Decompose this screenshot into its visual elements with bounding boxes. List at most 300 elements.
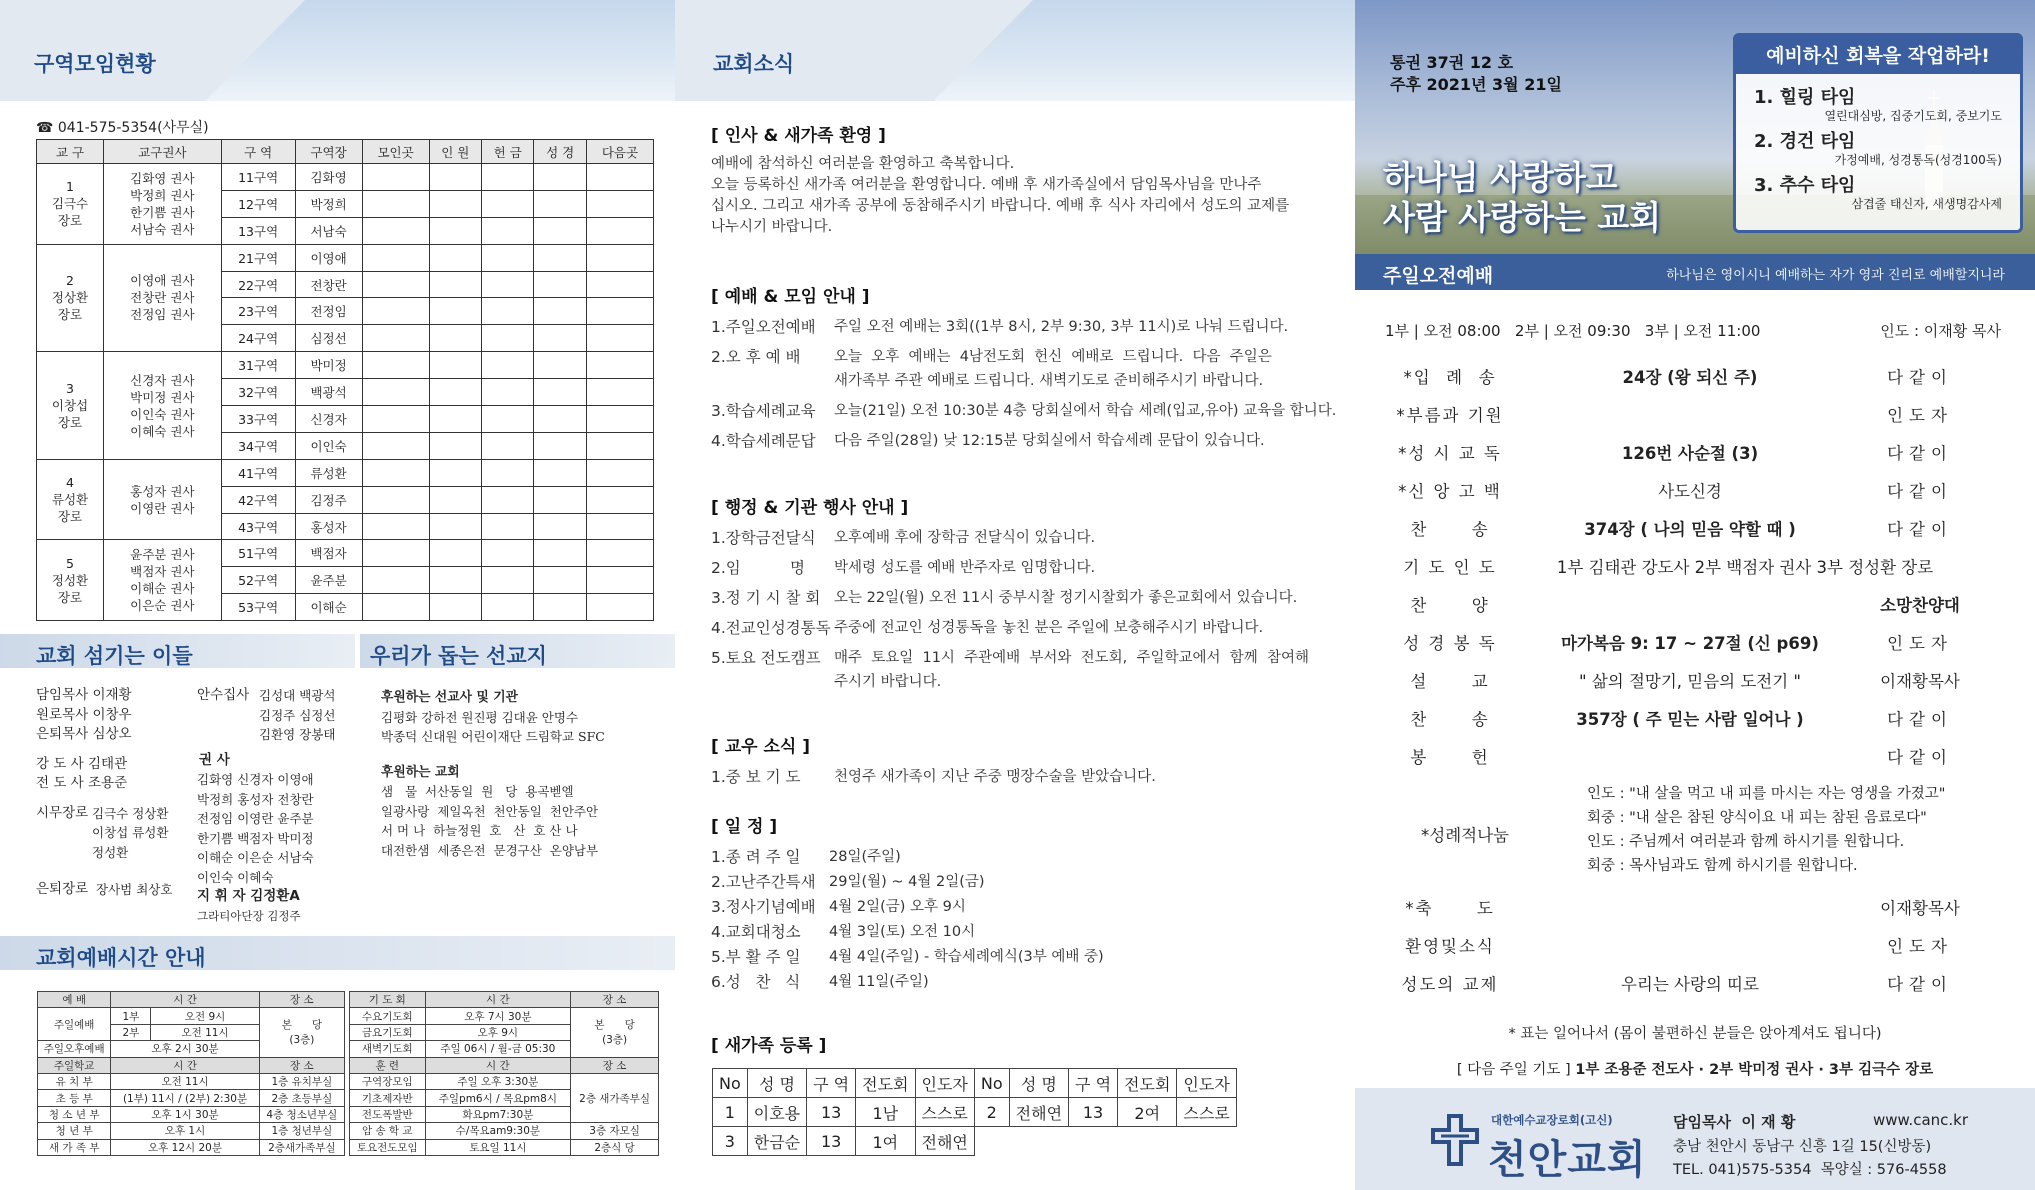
news-item (711, 399, 1341, 423)
service-item (1385, 509, 2025, 547)
service-item (1385, 623, 2025, 661)
district-cell: 2 정상환 장로 (37, 244, 104, 352)
time-cell: 시 간 (425, 1057, 571, 1073)
newfamily-section: [ 새가족 등록 ] (711, 1036, 827, 1056)
leader-cell: 박정희 (295, 190, 362, 217)
blank-cell (586, 513, 653, 540)
time-cell: 수요기도회 (350, 1008, 426, 1024)
blank-cell (482, 594, 534, 621)
district-cell: 5 정성환 장로 (37, 540, 104, 621)
district-cell: 1 김극수 장로 (37, 164, 104, 245)
nf-header: 구 역 (807, 1069, 856, 1098)
time-cell: 오후 2시 30분 (111, 1041, 259, 1057)
news-text: 천영주 새가족이 지난 주중 맹장수술을 받았습니다. (834, 769, 1156, 785)
news-label: 3.학습세례교육 (711, 402, 816, 420)
blank-cell (586, 406, 653, 433)
posture-note: * 표는 일어나서 (몸이 불편하신 분들은 앉아계셔도 됩니다) (1508, 1026, 1882, 1042)
admin-section: [ 행정 & 기관 행사 안내 ] 1.장학금전달식 오후예배 후에 장학금 전달식이 있습니다. 2.임 명 박세령 성도를 예배 반주자로 임명합니다. 3.정 기 시 찰 회 오는 22일(월) 오전 11시 중부시찰 정기시찰회가 좋은교회에서 있습니다. 4.전교인성경통독 주중에 전교인 성경통독을 놓친 분은 주일에 보충해주시기 바랍니다. 5.토요 전도캠프 매주 토요일 11시 주관예배 부서와 전도회, 주일학교에서 함께 참여해 주시기 바랍니다. (711, 493, 1341, 700)
schedule-section: [ 일 정 ] 1.종 려 주 일 28일(주일) 2.고난주간특새 29일(월) ~ 4월 2일(금) 3.정사기념예배 4월 2일(금) 오후 9시 4.교회대청소 4월 3일(토) 오전 10시 5.부 활 주 일 4월 4일(주일) - 학습세례예식(3부 예배 중) 6.성 찬 식 4월 11일(주일) (711, 812, 1341, 995)
blank-cell (534, 513, 586, 540)
deacons-cell: 김화영 권사 박정희 권사 한기쁨 권사 서남숙 권사 (104, 164, 222, 245)
blank-cell (586, 164, 653, 191)
time-cell: 시 간 (425, 992, 571, 1008)
service-item-content: 24장 (왕 되신 주) (1622, 368, 1758, 387)
time-cell: 기초제자반 (350, 1090, 426, 1106)
leader-cell: 심정선 (295, 325, 362, 352)
table-row (37, 352, 654, 379)
time-cell: 새 가 족 부 (38, 1139, 111, 1155)
place-cell: 2층 새가족부실 (571, 1073, 659, 1122)
blank-cell (429, 432, 481, 459)
zone-cell: 12구역 (221, 190, 295, 217)
blank-cell (534, 459, 586, 486)
place-cell: 장 소 (571, 992, 659, 1008)
page-title: 구역모임현황 (34, 52, 156, 76)
service-item-label: *축 도 (1405, 899, 1495, 918)
zone-cell: 34구역 (221, 432, 295, 459)
sacrament-line: 회중 : "내 살은 참된 양식이요 내 피는 참된 음료로다" (1587, 810, 1927, 826)
leader-cell: 홍성자 (295, 513, 362, 540)
news-item (711, 765, 1341, 789)
nf-cell: 13 (807, 1127, 856, 1156)
worship-section: [ 예배 & 모임 안내 ] 1.주일오전예배 주일 오전 예배는 3회((1부 8시, 2부 9:30, 3부 11시)로 나눠 드립니다. 2.오 후 예 배 오늘 오후 예배는 4남전도회 헌신 예배로 드립니다. 다음 주일은 새가족부 주관 예배로 드립니다. 새벽기도로 준비해주시기 바랍니다. 3.학습세례교육 오늘(21일) 오전 10:30분 4층 당회실에서 학습 세례(입교,유아) 교육을 합니다. 4.학습세례문답 다음 주일(28일) 낮 12:15분 당회실에서 학습세례 문답이 있습니다. (711, 282, 1341, 459)
blank-cell (362, 594, 429, 621)
blank-cell (429, 540, 481, 567)
table-header: 다음곳 (586, 140, 653, 164)
leader-cell: 김정주 (295, 486, 362, 513)
time-cell: 2부 (111, 1024, 151, 1040)
slogan-line2: 사람 사랑하는 교회 (1383, 198, 1662, 237)
service-item-label: *성 시 교 독 (1398, 444, 1502, 463)
service-item-content: 사도신경 (1658, 482, 1722, 501)
news-text: 오후예배 후에 장학금 전달식이 있습니다. (834, 530, 1096, 546)
header-band (0, 0, 675, 101)
blank-cell (534, 594, 586, 621)
place-cell: 장 소 (571, 1057, 659, 1073)
news-item (711, 526, 1341, 550)
blank-cell (429, 217, 481, 244)
leader-cell: 이해순 (295, 594, 362, 621)
time-cell: 2층새가족부실 (259, 1139, 344, 1155)
blank-cell (482, 486, 534, 513)
nf-header: 구 역 (1069, 1069, 1118, 1098)
table-header: 성 경 (534, 140, 586, 164)
nf-header: 인도자 (915, 1069, 974, 1098)
theme-item-sub: 삼겹줄 태신자, 새생명감사제 (1851, 197, 2002, 211)
order-of-service-2 (1385, 888, 2025, 1002)
blank-cell (362, 352, 429, 379)
blank-cell (362, 271, 429, 298)
news-label: 3.정사기념예배 (711, 898, 816, 916)
leader-cell: 백광석 (295, 379, 362, 406)
member-section: [ 교우 소식 ] 1.중 보 기 도 천영주 새가족이 지난 주중 맹장수술을 받았습니다. (711, 732, 1341, 793)
nf-header: 전도회 (856, 1069, 915, 1098)
table-header: 인 원 (429, 140, 481, 164)
blank-cell (586, 190, 653, 217)
table-header: 구역장 (295, 140, 362, 164)
leader-cell: 이영애 (295, 244, 362, 271)
next-week-prayer: [ 다음 주일 기도 ] 1부 조용준 전도사 · 2부 박미정 권사 · 3부 김극수 장로 (1456, 1062, 1934, 1078)
blank-cell (534, 244, 586, 271)
blank-cell (362, 486, 429, 513)
zone-cell: 31구역 (221, 352, 295, 379)
time-cell: 토요일 11시 (425, 1139, 571, 1155)
blank-cell (534, 567, 586, 594)
blank-cell (534, 271, 586, 298)
zone-cell: 11구역 (221, 164, 295, 191)
news-item (711, 429, 1341, 453)
nf-cell: 전해연 (915, 1127, 974, 1156)
blank-cell (429, 164, 481, 191)
blank-cell (586, 567, 653, 594)
blank-cell (429, 567, 481, 594)
time-cell: 장 소 (259, 992, 344, 1008)
leader-cell: 신경자 (295, 406, 362, 433)
service-item-label: 성도의 교제 (1401, 975, 1499, 994)
time-cell: (1부) 11시 / (2부) 2:30분 (111, 1090, 259, 1106)
service-item-content: " 삶의 절망기, 믿음의 도전기 " (1579, 672, 1801, 691)
service-item-label: 봉 헌 (1410, 748, 1490, 767)
blank-cell (586, 244, 653, 271)
time-cell: 1부 (111, 1008, 151, 1024)
zone-cell: 42구역 (221, 486, 295, 513)
nf-cell: 스스로 (915, 1098, 974, 1127)
news-text: 28일(주일) (829, 849, 901, 865)
district-table (36, 139, 654, 621)
blank-cell (586, 352, 653, 379)
sacrament-block: *성례적나눔 인도 : "내 살을 먹고 내 피를 마시는 자는 영생을 가졌고" 회중 : "내 살은 참된 양식이요 내 피는 참된 음료로다" 인도 : 주님께서 여러분과 함께 하시기를 원합니다. 회중 : 목사님과도 함께 하시기를 원합니다. (1385, 782, 2025, 878)
nf-header: No (713, 1069, 748, 1098)
service-item-leader: 다같이 (1887, 710, 1953, 729)
time-section-title: 교회예배시간 안내 (0, 936, 675, 970)
time-cell: 오후 12시 20분 (111, 1139, 259, 1155)
time-cell: 오후 9시 (425, 1024, 571, 1040)
blank-cell (534, 406, 586, 433)
mission-list: 후원하는 선교사 및 기관 김평화 강하전 원진평 김대윤 안명수 박종덕 신대원 어린이재단 드림학교 SFC 후원하는 교회 샘 물 서산동일 원 당 용곡벧엘 일광사랑 제일옥천 천안동일 천안주안 서 머 나 하늘정원 호 산 호 산 나 대전한샘 세종은전 문경구산 온양남부 (381, 690, 605, 858)
news-label: 1.주일오전예배 (711, 318, 816, 336)
nf-cell (1069, 1127, 1118, 1156)
blank-cell (429, 513, 481, 540)
time-cell: 청 소 년 부 (38, 1106, 111, 1122)
place-cell: 본 당 (3층) (571, 1008, 659, 1057)
news-item (711, 895, 1341, 919)
service-leader: 인도 : 이재황 목사 (1880, 322, 2001, 340)
zone-cell: 53구역 (221, 594, 295, 621)
news-item (711, 345, 1341, 393)
sacrament-line: 회중 : 목사님과도 함께 하시기를 원합니다. (1587, 858, 1858, 874)
newfamily-table (712, 1068, 1237, 1156)
theme-box: 예비하신 회복을 작업하라! 1. 힐링 타임 열린대심방, 집중기도회, 중보기도 2. 경건 타임 가정예배, 성경통독(성경100독) 3. 추수 타임 삼겹줄 태신자, 새생명감사제 (1733, 33, 2023, 233)
nf-cell: 스스로 (1177, 1098, 1236, 1127)
nf-cell (1009, 1127, 1068, 1156)
nf-cell: 1 (713, 1098, 748, 1127)
service-item-content: 374장 ( 나의 믿음 약할 때 ) (1584, 520, 1796, 539)
time-cell: 4층 청소년부실 (259, 1106, 344, 1122)
nf-cell (1177, 1127, 1236, 1156)
header-band (675, 0, 1355, 101)
service-item-label: 환영및소식 (1405, 937, 1495, 956)
service-bar: 주일오전예배 하나님은 영이시니 예배하는 자가 영과 진리로 예배할지니라 (1355, 254, 2035, 290)
news-label: 2.오 후 예 배 (711, 348, 801, 366)
prayer-time-table (349, 991, 659, 1156)
district-panel (0, 0, 675, 1190)
news-item (711, 970, 1341, 994)
news-label: 2.고난주간특새 (711, 873, 816, 891)
nf-cell (1118, 1127, 1177, 1156)
district-cell: 4 류성환 장로 (37, 459, 104, 540)
deacons-cell: 신경자 권사 박미정 권사 이인숙 권사 이혜숙 권사 (104, 352, 222, 460)
time-cell: 장 소 (259, 1057, 344, 1073)
blank-cell (586, 459, 653, 486)
order-of-service (1385, 357, 2025, 775)
time-cell: 오전 11시 (151, 1024, 259, 1040)
nf-cell: 한금순 (747, 1127, 806, 1156)
theme-item-sub: 열린대심방, 집중기도회, 중보기도 (1824, 109, 2002, 123)
table-header: 모인곳 (362, 140, 429, 164)
leader-cell: 서남숙 (295, 217, 362, 244)
nf-cell: 3 (713, 1127, 748, 1156)
news-item (711, 945, 1341, 969)
blank-cell (362, 432, 429, 459)
nf-cell (974, 1127, 1009, 1156)
news-item (711, 646, 1341, 694)
leader-cell: 백점자 (295, 540, 362, 567)
service-item (1385, 357, 2025, 395)
service-item-label: 설 교 (1410, 672, 1490, 691)
blank-cell (482, 379, 534, 406)
blank-cell (362, 325, 429, 352)
blank-cell (586, 298, 653, 325)
service-item (1385, 737, 2025, 775)
blank-cell (482, 164, 534, 191)
nf-cell: 전해연 (1009, 1098, 1068, 1127)
service-item-label: 기 도 인 도 (1403, 558, 1497, 577)
theme-item-title: 1. 힐링 타임 (1754, 87, 1856, 108)
news-label: 5.토요 전도캠프 (711, 649, 821, 667)
news-title: 교회소식 (713, 52, 795, 76)
blank-cell (429, 325, 481, 352)
issue-date: 주후 2021년 3월 21일 (1390, 75, 1562, 94)
theme-item-title: 2. 경건 타임 (1754, 131, 1856, 152)
service-item-content: 357장 ( 주 믿는 사람 일어나 ) (1576, 710, 1804, 729)
time-cell: 청 년 부 (38, 1123, 111, 1139)
time-cell: 주일학교 (38, 1057, 111, 1073)
nf-cell: 1여 (856, 1127, 915, 1156)
blank-cell (586, 379, 653, 406)
news-panel (675, 0, 1355, 1190)
district-cell: 3 이창섭 장로 (37, 352, 104, 460)
blank-cell (586, 325, 653, 352)
nf-header: 성 명 (747, 1069, 806, 1098)
nf-cell: 13 (1069, 1098, 1118, 1127)
service-item (1385, 661, 2025, 699)
blank-cell (429, 379, 481, 406)
news-text: 4월 2일(금) 오후 9시 (829, 899, 966, 915)
blank-cell (482, 325, 534, 352)
deacon-list: 안수집사 김성대 백광석 김정주 심정선 김환영 장봉태 권 사 김화영 신경자 이영애 박정희 홍성자 전창란 전정임 이영란 윤주분 한기쁨 백점자 박미정 이해순 이은순 서남숙 이인숙 이혜숙 지 휘 자 김정환A 그라티아단장 김정주 (197, 687, 336, 923)
table-row (713, 1098, 1237, 1127)
news-label: 4.학습세례문답 (711, 432, 816, 450)
table-header: 교 구 (37, 140, 104, 164)
news-text: 다음 주일(28일) 낮 12:15분 당회실에서 학습세례 문답이 있습니다. (834, 433, 1265, 449)
blank-cell (362, 459, 429, 486)
blank-cell (586, 486, 653, 513)
news-label: 6.성 찬 식 (711, 973, 801, 991)
blank-cell (534, 298, 586, 325)
nf-cell: 13 (807, 1098, 856, 1127)
blank-cell (429, 271, 481, 298)
news-label: 5.부 활 주 일 (711, 948, 801, 966)
news-item (711, 556, 1341, 580)
news-text: 4월 11일(주일) (829, 974, 929, 990)
time-cell: 구역장모임 (350, 1073, 426, 1089)
service-item-content: 마가복음 9: 17 ~ 27절 (신 p69) (1561, 634, 1819, 653)
news-text: 오늘 오후 예배는 4남전도회 헌신 예배로 드립니다. 다음 주일은 새가족부 주관 예배로 드립니다. 새벽기도로 준비해주시기 바랍니다. (834, 349, 1272, 389)
time-cell: 예 배 (38, 992, 111, 1008)
service-item-label: 찬 송 (1410, 520, 1490, 539)
place-cell: 2층식 당 (571, 1139, 659, 1155)
news-text: 4월 3일(토) 오전 10시 (829, 924, 976, 940)
leader-cell: 김화영 (295, 164, 362, 191)
time-cell: 수/목요am9:30분 (425, 1123, 571, 1139)
zone-cell: 23구역 (221, 298, 295, 325)
time-cell: 초 등 부 (38, 1090, 111, 1106)
zone-cell: 51구역 (221, 540, 295, 567)
service-item-leader: 인도자 (1887, 634, 1953, 653)
leader-cell: 전정임 (295, 298, 362, 325)
place-cell: 본 당 (3층) (259, 1008, 344, 1057)
time-cell: 토요전도모임 (350, 1139, 426, 1155)
blank-cell (482, 352, 534, 379)
blank-cell (482, 432, 534, 459)
service-item-leader: 인도자 (1887, 937, 1953, 956)
service-item-label: *부름과 기원 (1396, 406, 1504, 425)
service-item (1385, 888, 2025, 926)
time-cell: 금요기도회 (350, 1024, 426, 1040)
news-label: 3.정 기 시 찰 회 (711, 589, 821, 607)
blank-cell (362, 190, 429, 217)
mission-section-title: 우리가 돕는 선교지 (360, 634, 675, 668)
blank-cell (534, 379, 586, 406)
time-cell: 주일pm6시 / 목요pm8시 (425, 1090, 571, 1106)
blank-cell (362, 540, 429, 567)
table-header: 구 역 (221, 140, 295, 164)
news-text: 매주 토요일 11시 주관예배 부서와 전도회, 주일학교에서 함께 참여해 주시기 바랍니다. (834, 650, 1309, 690)
service-item (1385, 433, 2025, 471)
time-cell: 1층 청년부실 (259, 1123, 344, 1139)
news-text: 오늘(21일) 오전 10:30분 4층 당회실에서 학습 세례(입교,유아) 교육을 합니다. (834, 403, 1337, 419)
service-item (1385, 585, 2025, 623)
table-row (37, 540, 654, 567)
service-item-label: *입 례 송 (1403, 368, 1497, 387)
news-item (711, 616, 1341, 640)
place-cell: 3층 자모실 (571, 1123, 659, 1139)
table-row (37, 164, 654, 191)
slogan-line1: 하나님 사랑하고 (1383, 158, 1618, 197)
news-item (711, 586, 1341, 610)
time-cell: 유 치 부 (38, 1073, 111, 1089)
news-text: 오는 22일(월) 오전 11시 중부시찰 정기시찰회가 좋은교회에서 있습니다. (834, 590, 1298, 606)
time-cell: 주일오후예배 (38, 1041, 111, 1057)
zone-cell: 41구역 (221, 459, 295, 486)
service-item-label: *신 앙 고 백 (1398, 482, 1502, 501)
nf-cell: 1남 (856, 1098, 915, 1127)
blank-cell (482, 540, 534, 567)
zone-cell: 21구역 (221, 244, 295, 271)
church-logo-icon (1427, 1110, 1483, 1170)
leader-cell: 류성환 (295, 459, 362, 486)
nf-header: No (974, 1069, 1009, 1098)
time-cell: 주일 오후 3:30분 (425, 1073, 571, 1089)
blank-cell (482, 217, 534, 244)
worship-panel (1355, 0, 2035, 1190)
time-cell: 오전 9시 (151, 1008, 259, 1024)
service-item-leader: 다같이 (1887, 482, 1953, 501)
blank-cell (534, 486, 586, 513)
table-header: 헌 금 (482, 140, 534, 164)
news-text: 주일 오전 예배는 3회((1부 8시, 2부 9:30, 3부 11시)로 나눠 드립니다. (834, 319, 1289, 335)
serve-section-title: 교회 섬기는 이들 (0, 634, 355, 668)
news-text: 29일(월) ~ 4월 2일(금) (829, 874, 985, 890)
news-label: 2.임 명 (711, 559, 806, 577)
blank-cell (586, 432, 653, 459)
deacons-cell: 이영애 권사 전창란 권사 전정임 권사 (104, 244, 222, 352)
news-label: 1.중 보 기 도 (711, 768, 801, 786)
time-cell: 화요pm7:30분 (425, 1106, 571, 1122)
blank-cell (482, 513, 534, 540)
news-label: 4.전교인성경통독 (711, 619, 831, 637)
service-item-leader: 이재황목사 (1880, 899, 1960, 918)
service-item-label: 찬 송 (1410, 710, 1490, 729)
blank-cell (429, 486, 481, 513)
issue-number: 통권 37권 12 호 (1390, 53, 1514, 72)
time-cell: 오후 7시 30분 (425, 1008, 571, 1024)
zone-cell: 24구역 (221, 325, 295, 352)
blank-cell (534, 190, 586, 217)
news-item (711, 845, 1341, 869)
blank-cell (429, 298, 481, 325)
service-item (1385, 926, 2025, 964)
sacrament-line: 인도 : 주님께서 여러분과 함께 하시기를 원합니다. (1587, 834, 1905, 850)
zone-cell: 43구역 (221, 513, 295, 540)
blank-cell (362, 379, 429, 406)
blank-cell (362, 513, 429, 540)
service-item-leader: 다같이 (1887, 368, 1953, 387)
news-label: 4.교회대청소 (711, 923, 801, 941)
blank-cell (362, 164, 429, 191)
zone-cell: 33구역 (221, 406, 295, 433)
time-cell: 오후 1시 30분 (111, 1106, 259, 1122)
blank-cell (534, 217, 586, 244)
leader-cell: 전창란 (295, 271, 362, 298)
table-row (37, 459, 654, 486)
table-row (713, 1127, 1237, 1156)
blank-cell (586, 217, 653, 244)
time-cell: 새벽기도회 (350, 1041, 426, 1057)
time-cell: 오후 1시 (111, 1123, 259, 1139)
time-cell: 1층 유치부실 (259, 1073, 344, 1089)
blank-cell (482, 190, 534, 217)
time-cell: 암 송 학 교 (350, 1123, 426, 1139)
blank-cell (429, 244, 481, 271)
sacrament-line: 인도 : "내 살을 먹고 내 피를 마시는 자는 영생을 가졌고" (1587, 786, 1946, 802)
blank-cell (362, 406, 429, 433)
blank-cell (586, 540, 653, 567)
time-cell: 2층 초등부실 (259, 1090, 344, 1106)
time-cell: 시 간 (111, 1057, 259, 1073)
blank-cell (429, 594, 481, 621)
table-row (37, 244, 654, 271)
